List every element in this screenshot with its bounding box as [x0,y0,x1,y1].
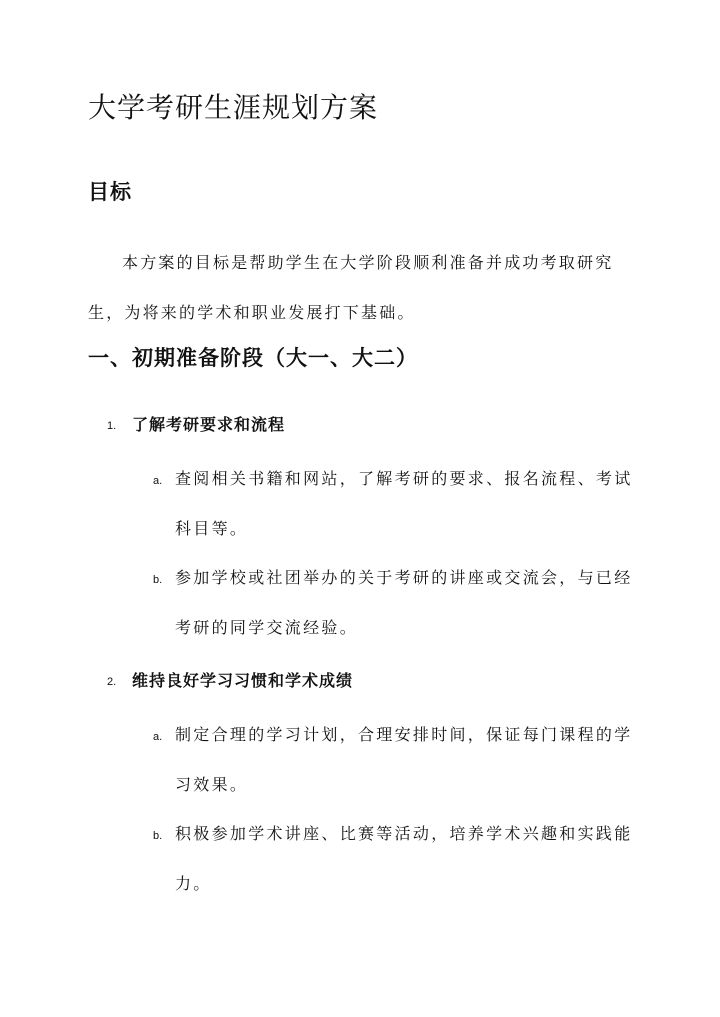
sub-item-text: 积极参加学术讲座、比赛等活动，培养学术兴趣和实践能力。 [175,824,633,893]
sub-item-letter: a. [153,475,163,487]
sub-item-text: 查阅相关书籍和网站，了解考研的要求、报名流程、考试科目等。 [175,469,633,538]
sub-item-text: 制定合理的学习计划，合理安排时间，保证每门课程的学习效果。 [175,725,633,794]
goal-heading: 目标 [88,179,132,204]
sub-item-text: 参加学校或社团举办的关于考研的讲座或交流会，与已经考研的同学交流经验。 [175,568,633,637]
item-title: 维持良好学习习惯和学术成绩 [132,671,354,690]
phase1-heading: 一、初期准备阶段（大一、大二） [88,345,418,370]
document-title: 大学考研生涯规划方案 [88,91,379,124]
sub-item-letter: b. [153,830,163,842]
item-number: 2. [107,676,117,688]
item-number: 1. [107,420,117,432]
sub-item-letter: b. [153,574,163,586]
goal-paragraph: 本方案的目标是帮助学生在大学阶段顺利准备并成功考取研究生，为将来的学术和职业发展打下基础。 [88,253,614,322]
item-title: 了解考研要求和流程 [132,415,286,434]
sub-item-letter: a. [153,731,163,743]
